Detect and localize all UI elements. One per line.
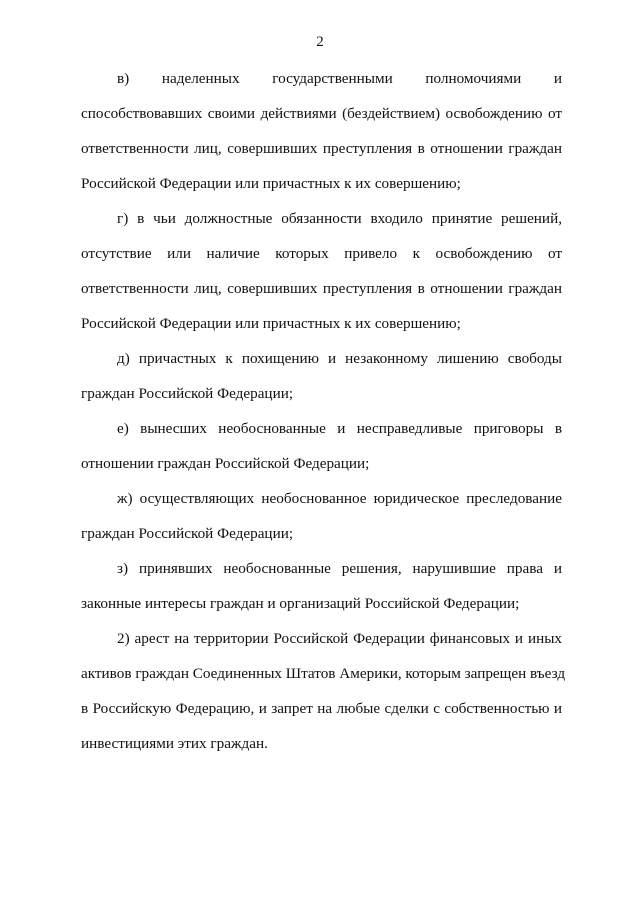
text-line: инвестициями этих граждан. bbox=[81, 735, 268, 752]
text-line: Российской Федерации или причастных к их совершению; bbox=[81, 315, 461, 332]
text-line: д) причастных к похищению и незаконному лишению свободы bbox=[117, 350, 562, 367]
text-line: ответственности лиц, совершивших преступления в отношении граждан bbox=[81, 140, 562, 157]
text-line: активов граждан Соединенных Штатов Америки, которым запрещен въезд bbox=[81, 665, 566, 682]
text-line: законные интересы граждан и организаций Российской Федерации; bbox=[81, 595, 520, 612]
text-line: г) в чьи должностные обязанности входило принятие решений, bbox=[117, 210, 562, 227]
text-line: граждан Российской Федерации; bbox=[81, 525, 294, 542]
text-line: ж) осуществляющих необоснованное юридическое преследование bbox=[117, 490, 562, 507]
text-line: граждан Российской Федерации; bbox=[81, 385, 294, 402]
page-number: 2 bbox=[316, 34, 324, 50]
text-line: 2) арест на территории Российской Федерации финансовых и иных bbox=[117, 630, 562, 647]
text-line: ответственности лиц, совершивших преступления в отношении граждан bbox=[81, 280, 562, 297]
text-line: Российской Федерации или причастных к их совершению; bbox=[81, 175, 461, 192]
text-line: е) вынесших необоснованные и несправедливые приговоры в bbox=[117, 420, 562, 437]
text-line: в) наделенных государственными полномочиями и bbox=[117, 70, 562, 87]
text-line: отсутствие или наличие которых привело к освобождению от bbox=[81, 245, 562, 262]
text-line: способствовавших своими действиями (бездействием) освобождению от bbox=[81, 105, 562, 122]
text-line: в Российскую Федерацию, и запрет на любые сделки с собственностью и bbox=[81, 700, 562, 717]
text-line: отношении граждан Российской Федерации; bbox=[81, 455, 370, 472]
text-line: з) принявших необоснованные решения, нарушившие права и bbox=[117, 560, 562, 577]
